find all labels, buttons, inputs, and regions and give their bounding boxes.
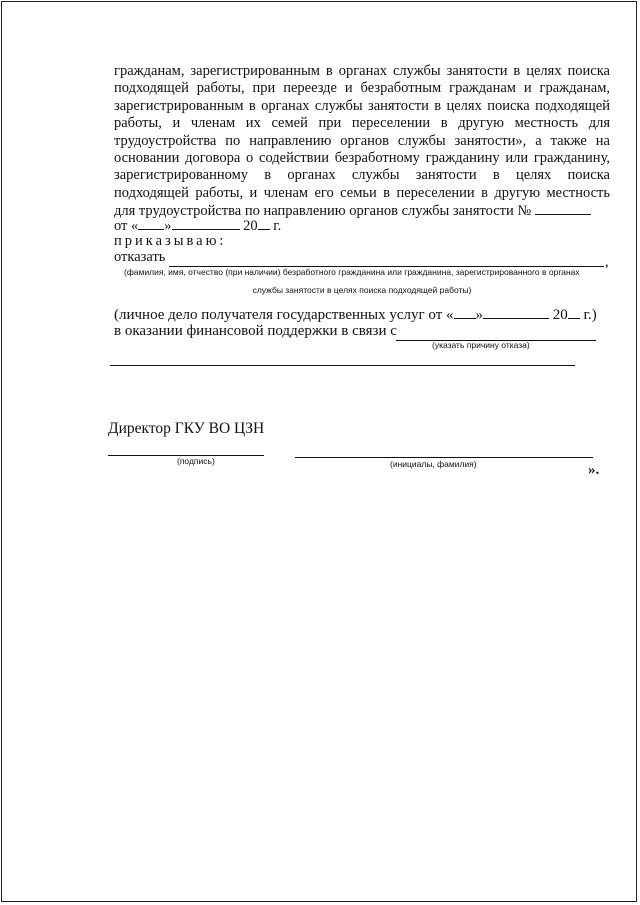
paragraph-line: подходящей работы, и членам его семьи в переселении в другую местность xyxy=(114,184,610,201)
paragraph-line-text: для трудоустройства по направлению органов службы занятости № xyxy=(114,203,532,220)
paragraph-line: подходящей работы, при переезде и безработным гражданам и гражданам, xyxy=(114,80,610,97)
date-mid: » xyxy=(164,218,172,234)
contract-number-field[interactable] xyxy=(535,202,591,215)
date-prefix: от « xyxy=(114,218,139,234)
case-day-field[interactable] xyxy=(454,306,476,319)
date-year-field[interactable] xyxy=(258,217,270,230)
name-caption: (инициалы, фамилия) xyxy=(390,459,477,469)
case-year-field[interactable] xyxy=(568,306,580,319)
paragraph-line: зарегистрированным в органах службы занятости в целях поиска подходящей xyxy=(114,97,610,114)
name-field[interactable] xyxy=(295,457,593,458)
paragraph-line: зарегистрированному в органах службы занятости в целях поиска xyxy=(114,167,610,184)
refusal-reason-prefix: в оказании финансовой поддержки в связи с xyxy=(114,323,397,339)
director-title: Директор ГКУ ВО ЦЗН xyxy=(108,420,265,437)
main-paragraph xyxy=(114,63,610,221)
case-month-field[interactable] xyxy=(483,306,549,319)
refuse-caption-2: службы занятости в целях поиска подходящей работы) xyxy=(252,285,472,295)
date-year-prefix: 20 xyxy=(243,218,258,234)
signature-caption: (подпись) xyxy=(177,456,215,466)
case-mid: » xyxy=(475,307,484,323)
refuse-comma: , xyxy=(605,254,609,270)
refusal-reason-caption: (указать причину отказа) xyxy=(432,340,530,350)
paragraph-line: работы, и членам их семей при переселении в другую местность для xyxy=(114,115,610,132)
refuse-caption-1: (фамилия, имя, отчество (при наличии) безработного гражданина или гражданина, зарегистрированного в органах xyxy=(124,267,580,277)
closing-quote: ». xyxy=(588,462,600,478)
case-year-prefix: 20 xyxy=(552,307,568,323)
refusal-reason-field-2[interactable] xyxy=(110,365,575,366)
date-suffix: г. xyxy=(273,218,282,234)
date-month-field[interactable] xyxy=(172,217,240,230)
date-day-field[interactable] xyxy=(138,217,164,230)
refuse-word: отказать xyxy=(114,249,166,265)
paragraph-line: трудоустройства по направлению органов службы занятости», а также на xyxy=(114,132,610,149)
order-word: приказываю: xyxy=(114,233,227,249)
case-prefix: (личное дело получателя государственных услуг от « xyxy=(114,307,454,323)
case-suffix: г.) xyxy=(583,307,597,323)
paragraph-line: основании договора о содействии безработному гражданину или гражданину, xyxy=(114,150,610,167)
case-line xyxy=(114,306,597,324)
paragraph-line: гражданам, зарегистрированным в органах службы занятости в целях поиска xyxy=(114,63,610,79)
